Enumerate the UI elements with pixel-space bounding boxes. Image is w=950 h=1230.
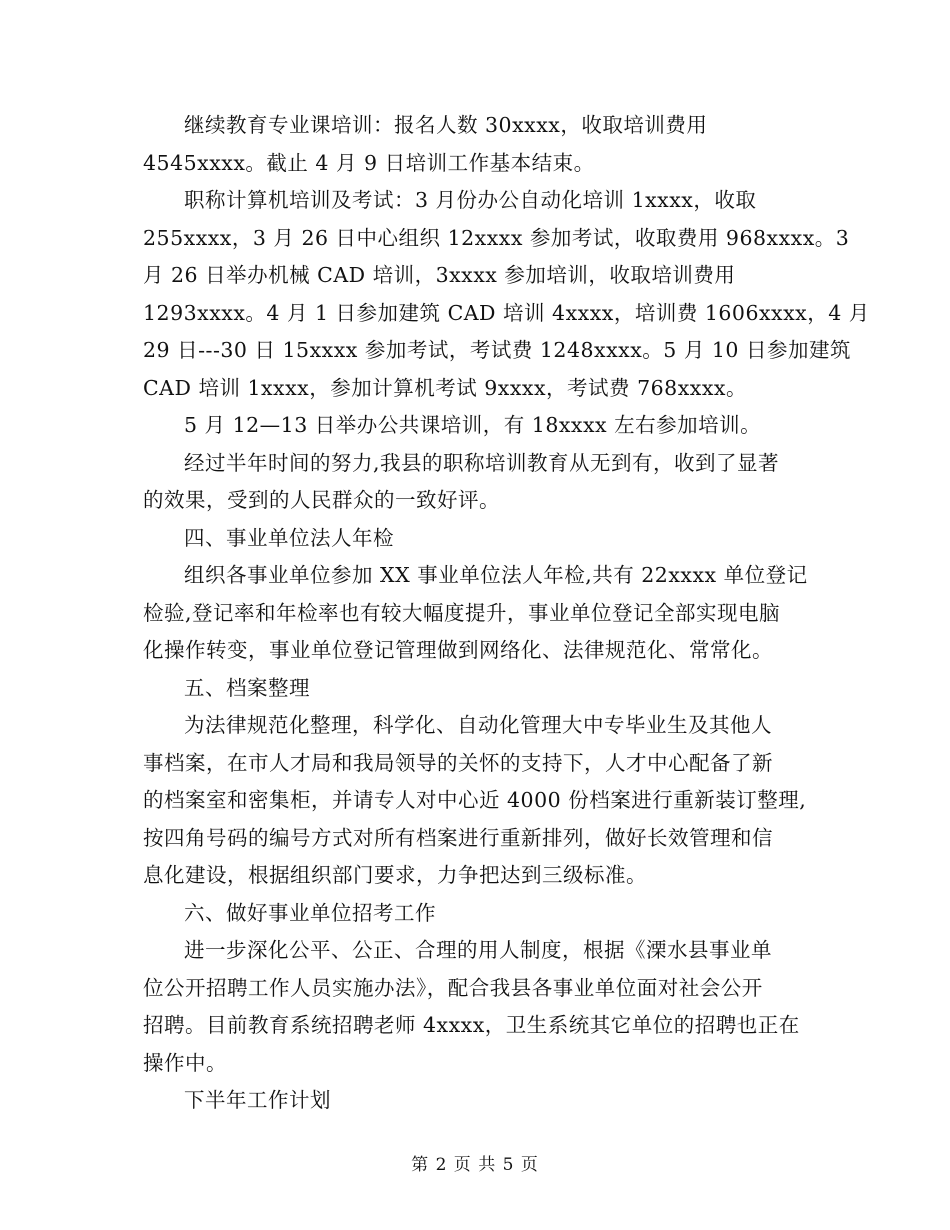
text-line: 为法律规范化整理，科学化、自动化管理大中专毕业生及其他人 — [184, 713, 772, 737]
text-line: 位公开招聘工作人员实施办法》，配合我县各事业单位面对社会公开 — [143, 975, 763, 1000]
text-line: 的效果，受到的人民群众的一致好评。 — [143, 488, 500, 512]
text-line: 职称计算机培训及考试：3 月份办公自动化培训 1xxxx，收取 — [184, 188, 757, 212]
text-line: 月 26 日举办机械 CAD 培训，3xxxx 参加培训，收取培训费用 — [143, 263, 736, 287]
text-line: 1293xxxx。4 月 1 日参加建筑 CAD 培训 4xxxx，培训费 1606xxxx，4 月 — [143, 300, 870, 325]
text-line: CAD 培训 1xxxx，参加计算机考试 9xxxx，考试费 768xxxx。 — [143, 375, 747, 400]
text-line: 操作中。 — [143, 1050, 227, 1075]
text-line: 的档案室和密集柜，并请专人对中心近 4000 份档案进行重新装订整理, — [143, 788, 807, 812]
text-line: 招聘。目前教育系统招聘老师 4xxxx，卫生系统其它单位的招聘也正在 — [143, 1013, 800, 1037]
document-body — [143, 107, 870, 1120]
text-line: 4545xxxx。截止 4 月 9 日培训工作基本结束。 — [143, 150, 595, 175]
text-line: 下半年工作计划 — [184, 1088, 331, 1112]
text-line: 组织各事业单位参加 XX 事业单位法人年检,共有 22xxxx 单位登记 — [184, 563, 808, 587]
page-number-footer: 第 2 页 共 5 页 — [411, 1155, 539, 1175]
text-line: 五、档案整理 — [184, 675, 310, 700]
text-line: 六、做好事业单位招考工作 — [184, 900, 436, 925]
text-line: 5 月 12—13 日举办公共课培训，有 18xxxx 左右参加培训。 — [184, 413, 762, 437]
text-line: 化操作转变，事业单位登记管理做到网络化、法律规范化、常常化。 — [143, 638, 773, 662]
text-line: 255xxxx，3 月 26 日中心组织 12xxxx 参加考试，收取费用 968xxxx。3 — [143, 225, 850, 250]
text-line: 29 日---30 日 15xxxx 参加考试，考试费 1248xxxx。5 月 10 日参加建筑 — [143, 338, 851, 362]
text-line: 检验,登记率和年检率也有较大幅度提升，事业单位登记全部实现电脑 — [143, 600, 781, 625]
text-line: 进一步深化公平、公正、合理的用人制度，根据《溧水县事业单 — [184, 938, 772, 962]
text-line: 继续教育专业课培训：报名人数 30xxxx，收取培训费用 — [184, 113, 708, 137]
text-line: 息化建设，根据组织部门要求，力争把达到三级标准。 — [143, 863, 647, 887]
text-line: 四、事业单位法人年检 — [184, 525, 394, 550]
text-line: 事档案，在市人才局和我局领导的关怀的支持下，人才中心配备了新 — [143, 750, 773, 775]
text-line: 按四角号码的编号方式对所有档案进行重新排列，做好长效管理和信 — [143, 825, 773, 850]
text-line: 经过半年时间的努力,我县的职称培训教育从无到有，收到了显著 — [184, 450, 780, 475]
